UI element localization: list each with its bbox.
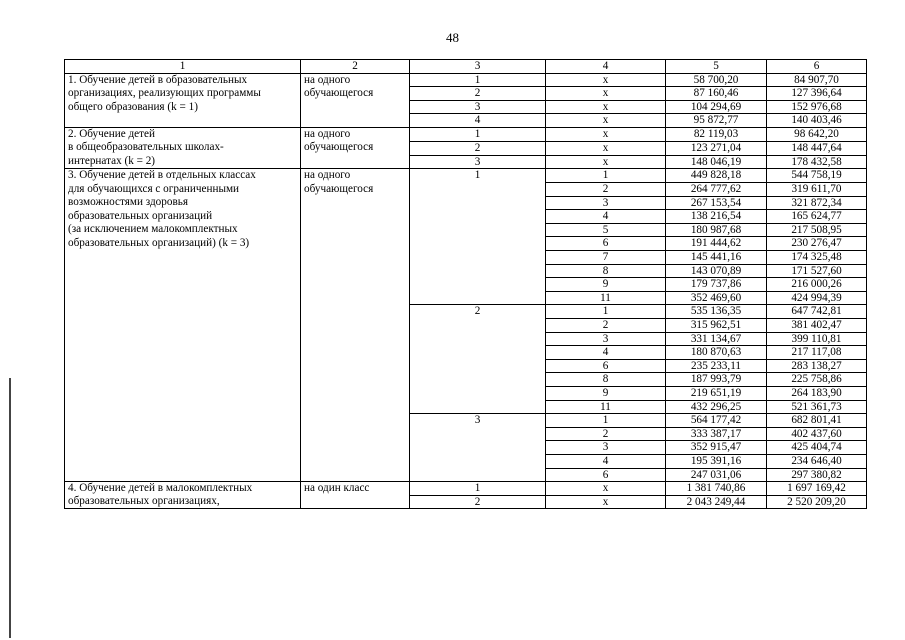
value-cell: 321 872,34 [767, 196, 867, 210]
col4-cell: х [546, 495, 666, 509]
unit-cell-line: на один класс [304, 482, 370, 495]
value-cell: 564 177,42 [666, 414, 767, 428]
col4-cell: 8 [546, 264, 666, 278]
col4-cell: х [546, 127, 666, 141]
unit-cell-line: на одного [304, 169, 351, 182]
value-cell: 235 233,11 [666, 359, 767, 373]
col4-cell: 6 [546, 468, 666, 482]
unit-cell-line: обучающегося [304, 87, 374, 100]
col4-cell: 1 [546, 305, 666, 319]
unit-cell [301, 169, 410, 482]
col4-cell: 6 [546, 237, 666, 251]
group-cell: 2 [410, 305, 546, 414]
section-name-line: организациях, реализующих программы [68, 87, 261, 100]
value-cell: 333 387,17 [666, 427, 767, 441]
value-cell: 682 801,41 [767, 414, 867, 428]
unit-cell [301, 482, 410, 509]
value-cell: 264 777,62 [666, 183, 767, 197]
unit-cell-line: обучающегося [304, 141, 374, 154]
value-cell: 219 651,19 [666, 386, 767, 400]
col4-cell: х [546, 73, 666, 87]
col4-cell: 4 [546, 210, 666, 224]
value-cell: 544 758,19 [767, 169, 867, 183]
value-cell: 95 872,77 [666, 114, 767, 128]
col4-cell: 3 [546, 441, 666, 455]
value-cell: 180 870,63 [666, 346, 767, 360]
section-name-line: в общеобразовательных школах- [68, 141, 224, 154]
value-cell: 225 758,86 [767, 373, 867, 387]
value-cell: 148 447,64 [767, 141, 867, 155]
value-cell: 432 296,25 [666, 400, 767, 414]
value-cell: 98 642,20 [767, 127, 867, 141]
value-cell: 84 907,70 [767, 73, 867, 87]
value-cell: 180 987,68 [666, 223, 767, 237]
value-cell: 216 000,26 [767, 278, 867, 292]
col3-cell: 1 [410, 127, 546, 141]
table-row [65, 73, 867, 87]
col4-cell: х [546, 100, 666, 114]
group-cell: 1 [410, 169, 546, 305]
value-cell: 297 380,82 [767, 468, 867, 482]
col4-cell: 1 [546, 414, 666, 428]
col4-cell: 11 [546, 400, 666, 414]
value-cell: 58 700,20 [666, 73, 767, 87]
section-name [65, 127, 301, 169]
table-row [65, 169, 867, 183]
value-cell: 179 737,86 [666, 278, 767, 292]
header-cell: 2 [301, 60, 410, 74]
section-name-line: возможностями здоровья [68, 196, 188, 209]
value-cell: 217 508,95 [767, 223, 867, 237]
unit-cell-line: на одного [304, 73, 351, 86]
unit-cell-line: на одного [304, 127, 351, 140]
table-body [65, 60, 867, 509]
col4-cell: 4 [546, 454, 666, 468]
value-cell: 247 031,06 [666, 468, 767, 482]
col3-cell: 2 [410, 495, 546, 509]
col3-cell: 1 [410, 73, 546, 87]
header-cell: 3 [410, 60, 546, 74]
section-name-line: для обучающихся с ограниченными [68, 182, 240, 195]
value-cell: 104 294,69 [666, 100, 767, 114]
value-cell: 148 046,19 [666, 155, 767, 169]
value-cell: 399 110,81 [767, 332, 867, 346]
header-row [65, 60, 867, 74]
value-cell: 187 993,79 [666, 373, 767, 387]
col4-cell: 3 [546, 332, 666, 346]
section-name-line: 3. Обучение детей в отдельных классах [68, 169, 256, 182]
unit-cell [301, 73, 410, 127]
col3-cell: 3 [410, 155, 546, 169]
col3-cell: 3 [410, 100, 546, 114]
value-cell: 123 271,04 [666, 141, 767, 155]
header-cell: 4 [546, 60, 666, 74]
col4-cell: 9 [546, 386, 666, 400]
value-cell: 315 962,51 [666, 319, 767, 333]
value-cell: 264 183,90 [767, 386, 867, 400]
value-cell: 535 136,35 [666, 305, 767, 319]
section-name-line: 4. Обучение детей в малокомплектных [68, 482, 253, 495]
col4-cell: 1 [546, 169, 666, 183]
header-cell: 1 [65, 60, 301, 74]
section-name-line: образовательных организаций [68, 209, 213, 222]
value-cell: 140 403,46 [767, 114, 867, 128]
header-cell: 6 [767, 60, 867, 74]
value-cell: 319 611,70 [767, 183, 867, 197]
col4-cell: 7 [546, 251, 666, 265]
value-cell: 178 432,58 [767, 155, 867, 169]
col4-cell: х [546, 87, 666, 101]
value-cell: 127 396,64 [767, 87, 867, 101]
value-cell: 424 994,39 [767, 291, 867, 305]
col3-cell: 2 [410, 141, 546, 155]
col4-cell: 11 [546, 291, 666, 305]
value-cell: 402 437,60 [767, 427, 867, 441]
value-cell: 195 391,16 [666, 454, 767, 468]
cost-table [64, 59, 867, 509]
col4-cell: х [546, 141, 666, 155]
value-cell: 1 381 740,86 [666, 482, 767, 496]
col4-cell: х [546, 155, 666, 169]
col4-cell: 2 [546, 319, 666, 333]
section-name-line: общего образования (k = 1) [68, 100, 198, 113]
value-cell: 2 043 249,44 [666, 495, 767, 509]
col4-cell: 2 [546, 427, 666, 441]
col4-cell: 6 [546, 359, 666, 373]
section-name [65, 169, 301, 482]
value-cell: 145 441,16 [666, 251, 767, 265]
section-name-line: 1. Обучение детей в образовательных [68, 73, 248, 86]
col4-cell: 5 [546, 223, 666, 237]
value-cell: 381 402,47 [767, 319, 867, 333]
unit-cell-line: обучающегося [304, 182, 374, 195]
section-name [65, 73, 301, 127]
group-cell: 3 [410, 414, 546, 482]
value-cell: 647 742,81 [767, 305, 867, 319]
value-cell: 352 469,60 [666, 291, 767, 305]
value-cell: 425 404,74 [767, 441, 867, 455]
value-cell: 521 361,73 [767, 400, 867, 414]
margin-rule [9, 378, 11, 638]
section-name-line: 2. Обучение детей [68, 127, 155, 140]
table-row [65, 127, 867, 141]
value-cell: 138 216,54 [666, 210, 767, 224]
table-row [65, 482, 867, 496]
value-cell: 87 160,46 [666, 87, 767, 101]
value-cell: 152 976,68 [767, 100, 867, 114]
col4-cell: 2 [546, 183, 666, 197]
value-cell: 1 697 169,42 [767, 482, 867, 496]
value-cell: 174 325,48 [767, 251, 867, 265]
value-cell: 267 153,54 [666, 196, 767, 210]
col3-cell: 2 [410, 87, 546, 101]
value-cell: 143 070,89 [666, 264, 767, 278]
value-cell: 352 915,47 [666, 441, 767, 455]
value-cell: 331 134,67 [666, 332, 767, 346]
page-number: 48 [446, 30, 459, 45]
col3-cell: 4 [410, 114, 546, 128]
value-cell: 171 527,60 [767, 264, 867, 278]
value-cell: 234 646,40 [767, 454, 867, 468]
col4-cell: х [546, 114, 666, 128]
value-cell: 230 276,47 [767, 237, 867, 251]
col3-cell: 1 [410, 482, 546, 496]
section-name-line: образовательных организаций) (k = 3) [68, 236, 250, 249]
header-cell: 5 [666, 60, 767, 74]
col4-cell: 3 [546, 196, 666, 210]
col4-cell: 8 [546, 373, 666, 387]
section-name-line: образовательных организациях, [68, 495, 220, 508]
col4-cell: 9 [546, 278, 666, 292]
value-cell: 2 520 209,20 [767, 495, 867, 509]
section-name-line: интернатах (k = 2) [68, 154, 156, 167]
value-cell: 283 138,27 [767, 359, 867, 373]
col4-cell: 4 [546, 346, 666, 360]
value-cell: 191 444,62 [666, 237, 767, 251]
value-cell: 82 119,03 [666, 127, 767, 141]
section-name [65, 482, 301, 509]
unit-cell [301, 127, 410, 169]
col4-cell: х [546, 482, 666, 496]
value-cell: 165 624,77 [767, 210, 867, 224]
value-cell: 217 117,08 [767, 346, 867, 360]
section-name-line: (за исключением малокомплектных [68, 223, 238, 236]
value-cell: 449 828,18 [666, 169, 767, 183]
